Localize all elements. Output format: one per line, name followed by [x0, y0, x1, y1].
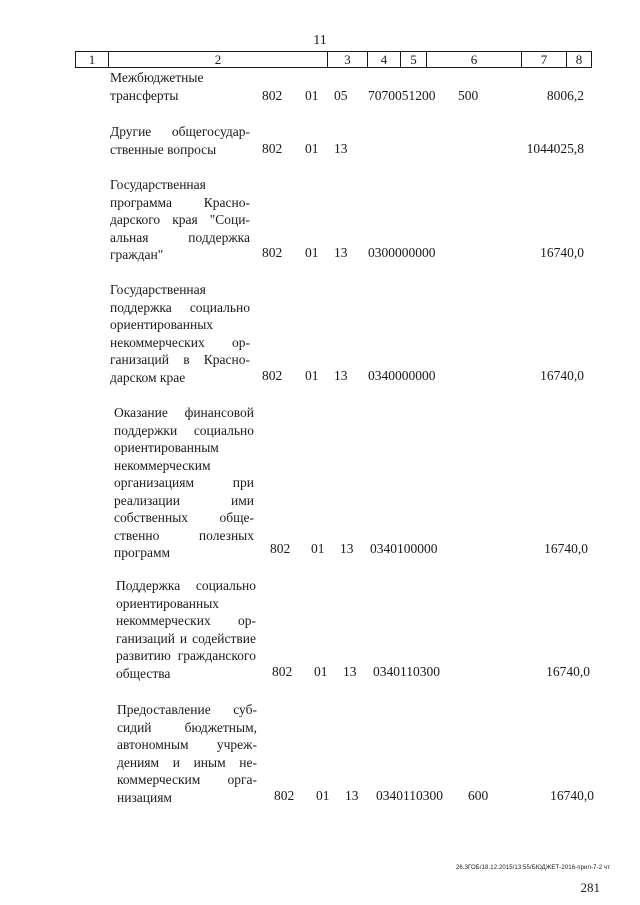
row-col-8: 16740,0: [540, 368, 584, 383]
row-name: Государственная программа Краснодарского края "Социальная поддержка граждан": [110, 177, 250, 262]
header-col-1: 1: [88, 52, 96, 67]
row-col-3: 802: [274, 788, 295, 803]
row-col-3: 802: [262, 368, 283, 383]
row-col-4: 01: [305, 88, 319, 103]
row-col-6: 7070051200: [368, 88, 436, 103]
row-col-5: 13: [334, 245, 348, 260]
row-col-7: 600: [468, 788, 489, 803]
row-col-5: 05: [334, 88, 348, 103]
row-col-3: 802: [270, 541, 291, 556]
row-col-8: 8006,2: [546, 88, 584, 103]
row-col-6: 0340110300: [376, 788, 443, 803]
row-col-4: 01: [316, 788, 330, 803]
header-col-7: 7: [540, 52, 548, 67]
row-col-6: 0340100000: [370, 541, 438, 556]
row-col-3: 802: [272, 664, 293, 679]
page-number: 11: [313, 33, 327, 48]
row-col-6: 0340000000: [368, 368, 436, 383]
row-name: Государственная поддержка социально ориентированных некоммерческих организаций в Краснодарском крае: [110, 282, 250, 385]
row-col-8: 16740,0: [550, 788, 594, 803]
row-col-4: 01: [314, 664, 328, 679]
header-col-8: 8: [575, 52, 583, 67]
header-col-4: 4: [380, 52, 388, 67]
row-col-8: 16740,0: [540, 245, 584, 260]
row-col-4: 01: [305, 141, 319, 156]
row-name: Межбюджетные трансферты: [110, 70, 204, 103]
table-header: [75, 51, 592, 68]
row-col-3: 802: [262, 141, 283, 156]
row-col-6: 0300000000: [368, 245, 436, 260]
row-col-7: 500: [458, 88, 479, 103]
row-col-8: 16740,0: [546, 664, 590, 679]
row-col-5: 13: [340, 541, 354, 556]
sheet-number: 281: [580, 880, 600, 895]
row-col-4: 01: [305, 245, 319, 260]
row-name: Поддержка социально ориентированных некоммерческих организаций и содействие развитию гражданского общества: [116, 578, 256, 681]
header-col-6: 6: [470, 52, 478, 67]
row-col-4: 01: [305, 368, 319, 383]
row-col-6: 0340110300: [373, 664, 440, 679]
row-name: Предоставление субсидий бюджетным, автономным учреждениям и иным некоммерческим организациям: [117, 702, 257, 805]
header-col-5: 5: [410, 52, 417, 67]
row-name: Оказание финансовой поддержки социально ориентированным некоммерческим организациям при реализации ими собственных общественно полезных программ: [114, 405, 254, 560]
row-col-3: 802: [262, 88, 283, 103]
document-code: 26.3ГОБ/18.12.2015/13:55/БЮДЖЕТ-2016-прил-7-2 чт: [455, 865, 610, 871]
row-col-8: 1044025,8: [526, 141, 584, 156]
row-col-3: 802: [262, 245, 283, 260]
row-col-4: 01: [311, 541, 325, 556]
row-col-5: 13: [345, 788, 359, 803]
row-col-5: 13: [343, 664, 357, 679]
header-col-2: 2: [214, 52, 222, 67]
row-col-5: 13: [334, 141, 348, 156]
row-col-8: 16740,0: [544, 541, 588, 556]
header-col-3: 3: [344, 52, 351, 67]
row-col-5: 13: [334, 368, 348, 383]
row-name: Другие общегосударственные вопросы: [110, 124, 250, 157]
